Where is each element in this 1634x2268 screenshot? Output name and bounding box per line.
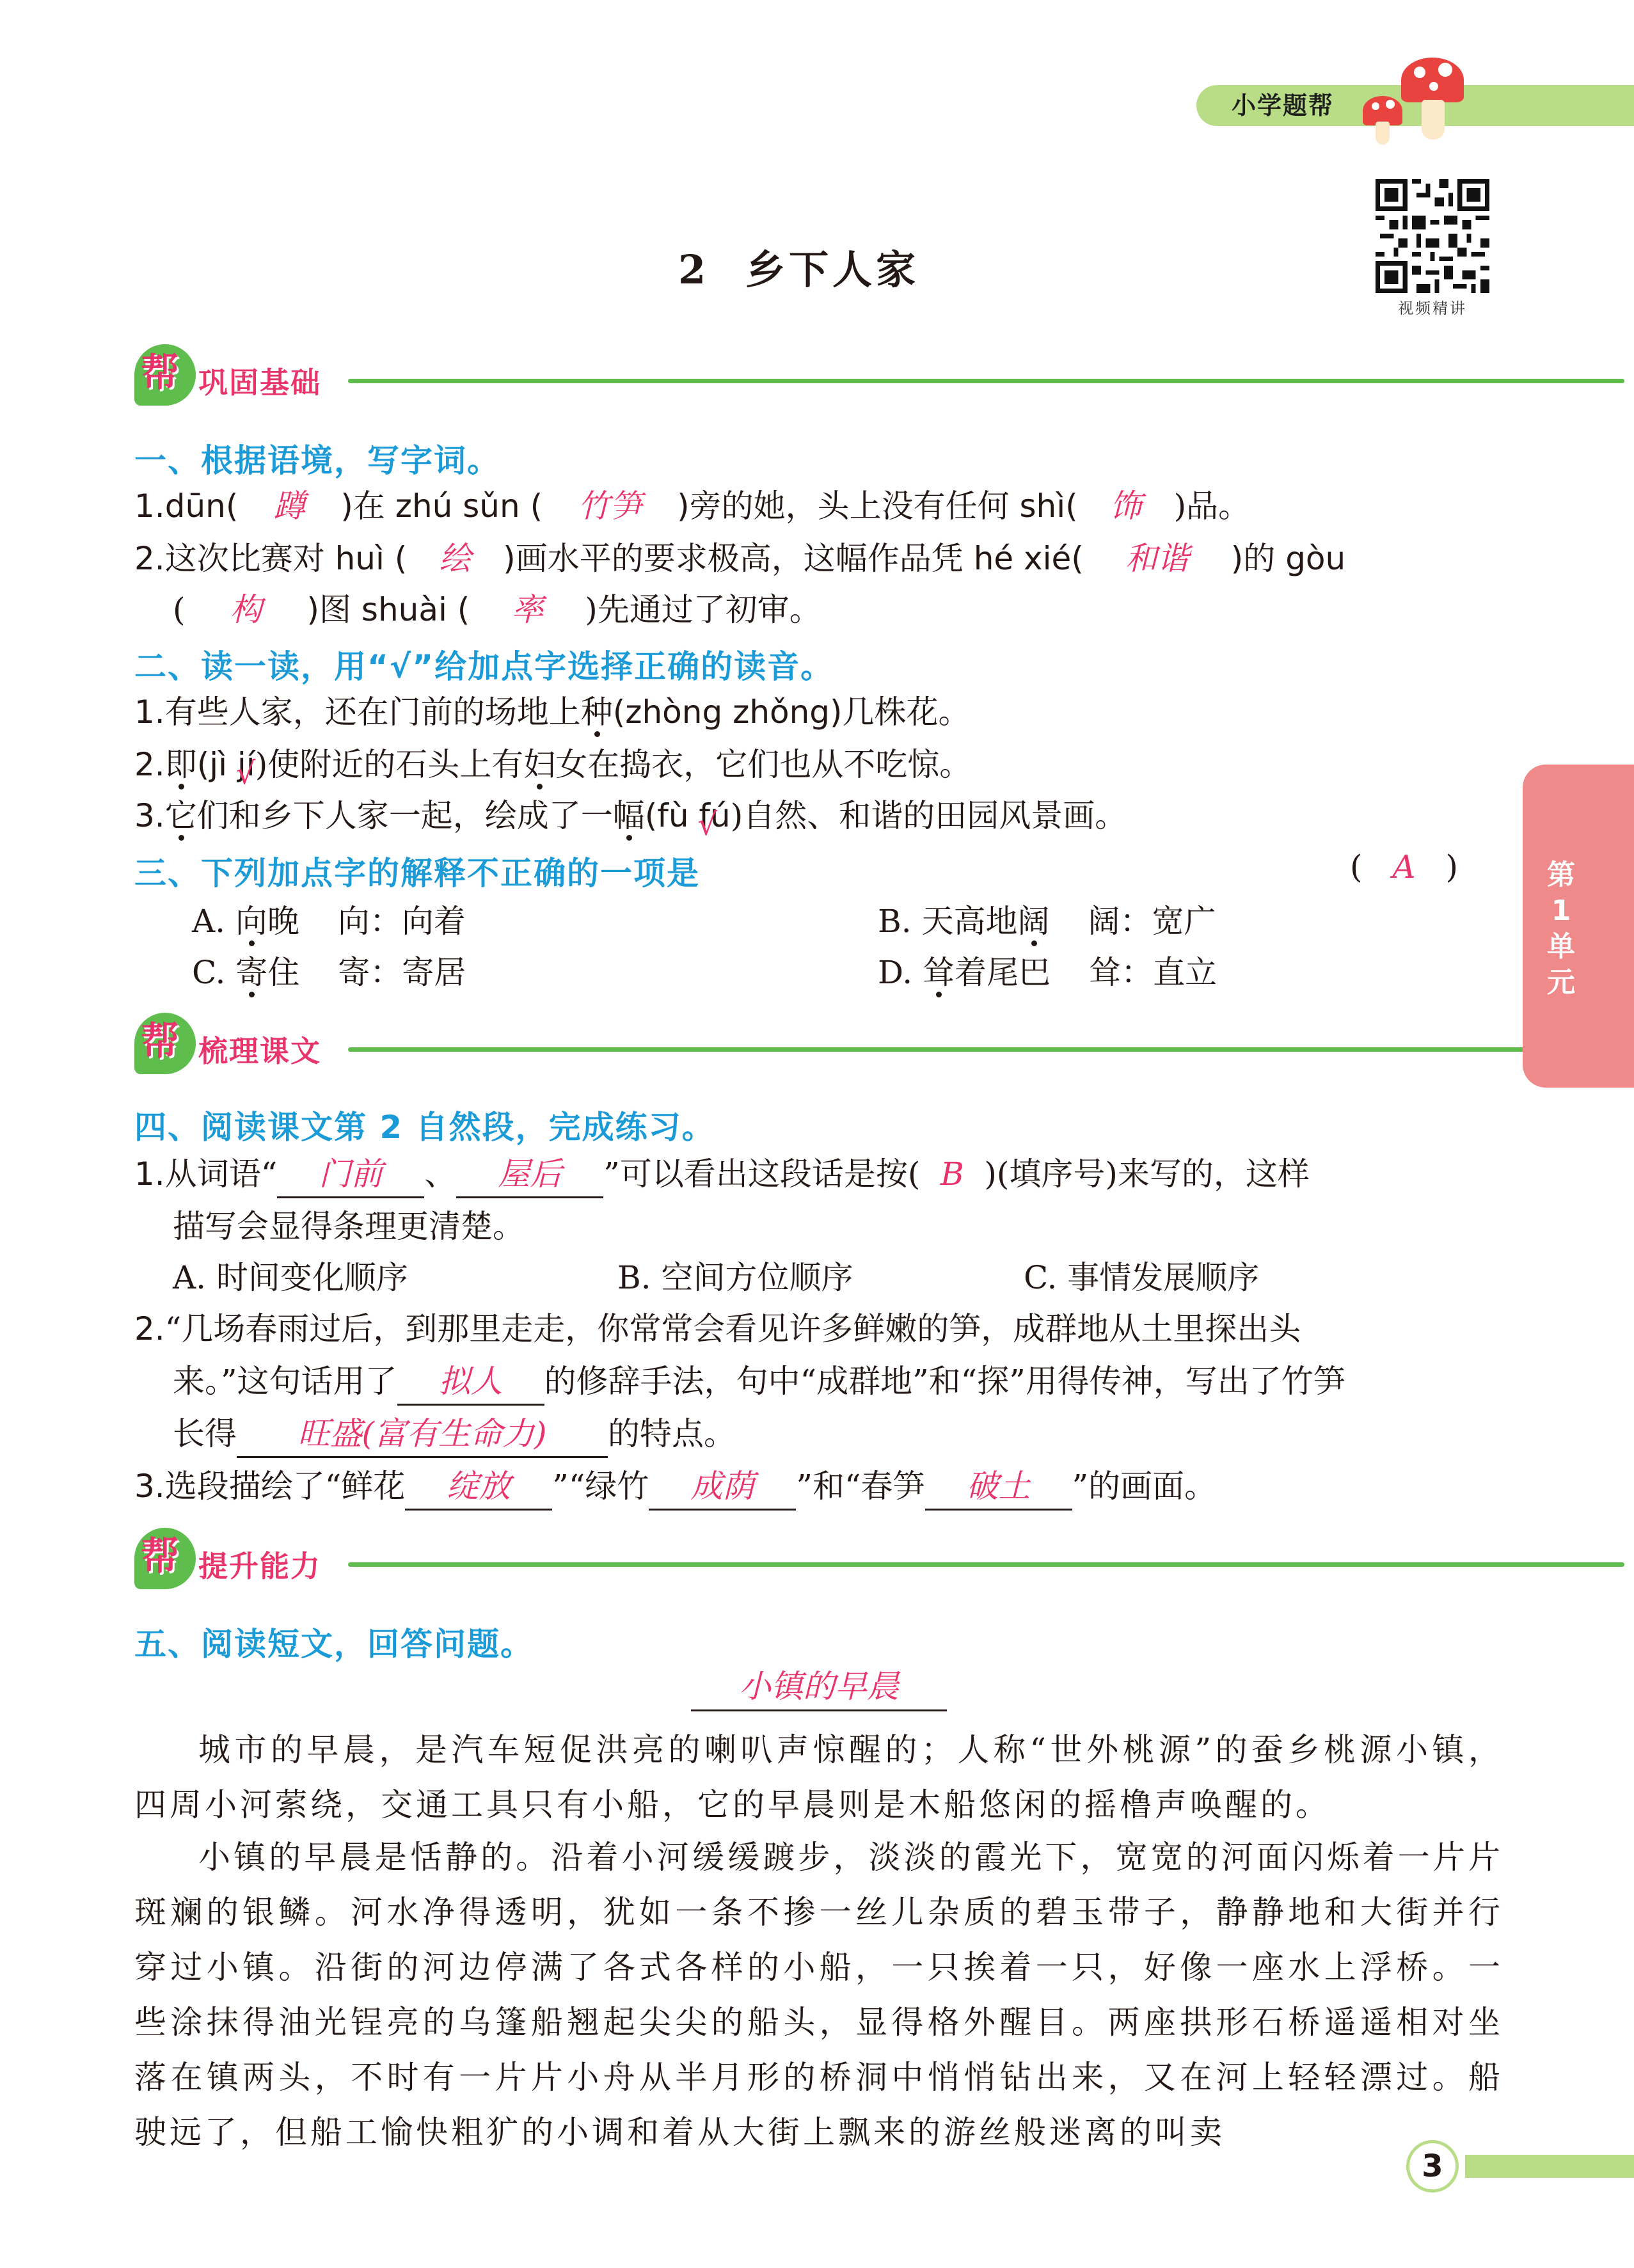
section-divider	[348, 379, 1624, 383]
dotted-char: 即	[164, 746, 197, 783]
qr-caption: 视频精讲	[1398, 299, 1467, 317]
answer-blank[interactable]: 和谐	[1125, 540, 1189, 577]
q2-line-1: 1.有些人家，还在门前的场地上种(zhòng zhǒng)几株花。	[134, 694, 971, 731]
q4-line-1: 1.从词语“ 门前 、 屋后 ”可以看出这段话是按( B )(填序号)来写的，这样	[134, 1152, 1310, 1198]
answer-blank[interactable]: 绽放	[405, 1464, 552, 1511]
story-paragraph-1: 城市的早晨，是汽车短促洪亮的喇叭声惊醒的；人称“世外桃源”的蚕乡桃源小镇，四周小河萦绕，交通工具只有小船，它的早晨则是木船悠闲的摇橹声唤醒的。	[134, 1731, 1503, 1823]
q1-line-1: 1.dūn( 蹲 )在 zhú sǔn ( 竹笋 )旁的她，头上没有任何 shì( 饰 )品。	[134, 484, 1250, 528]
answer-blank[interactable]: 拟人	[397, 1359, 544, 1406]
section-banner-review-text	[134, 1008, 1497, 1078]
story-title: 小镇的早晨	[691, 1663, 947, 1711]
dotted-char: 妇	[523, 746, 556, 783]
answer-blank[interactable]: 率	[511, 591, 544, 628]
answer-blank[interactable]: 竹笋	[578, 488, 642, 525]
answer-blank[interactable]: 蹲	[273, 488, 306, 525]
answer-blank[interactable]: 门前	[277, 1152, 424, 1198]
section-title: 梳理课文	[198, 1034, 321, 1068]
section-divider	[348, 1047, 1624, 1052]
answer-blank[interactable]: 屋后	[456, 1152, 603, 1198]
q4-option-a: A. 时间变化顺序	[173, 1259, 408, 1296]
page-number: 3	[1406, 2140, 1459, 2193]
answer-blank[interactable]: 绘	[439, 540, 472, 577]
dotted-char: 幅	[612, 797, 645, 834]
checked-reading[interactable]: √ fú	[699, 797, 730, 834]
q3-option-b: B. 天高地阔 阔：宽广	[878, 903, 1216, 940]
unit-tab-label: 第1单元	[1547, 859, 1575, 999]
answer-blank[interactable]: A	[1392, 848, 1416, 885]
question-4-heading: 四、阅读课文第 2 自然段，完成练习。	[134, 1109, 715, 1146]
answer-blank[interactable]: 成荫	[649, 1464, 796, 1511]
q4-line-3: 2.“几场春雨过后，到那里走走，你常常会看见许多鲜嫩的笋，成群地从土里探出头	[134, 1310, 1301, 1347]
answer-blank[interactable]: 破土	[925, 1464, 1072, 1511]
dotted-char: 种	[580, 694, 613, 731]
q3-option-d: D. 耸着尾巴 耸：直立	[878, 954, 1218, 991]
brand-label: 小学题帮	[1232, 91, 1335, 120]
story-paragraph-2: 小镇的早晨是恬静的。沿着小河缓缓踱步，淡淡的霞光下，宽宽的河面闪烁着一片片斑斓的银鳞。河水净得透明，犹如一条不掺一丝儿杂质的碧玉带子，静静地和大街并行穿过小镇。沿街的河边停满了各式各样的小船，一只挨着一只，好像一座水上浮桥。一些涂抹得油光锃亮的乌篷船翘起尖尖的船头，显得格外醒目。两座拱形石桥遥遥相对坐落在镇两头，不时有一片片小舟从半月形的桥洞中悄悄钻出来，又在河上轻轻漂过。船驶远了，但船工愉快粗犷的小调和着从大街上飘来的游丝般迷离的叫卖	[134, 1839, 1503, 2151]
question-3-heading: 三、下列加点字的解释不正确的一项是	[134, 855, 700, 892]
answer-blank[interactable]: 饰	[1109, 488, 1142, 525]
q4-option-c: C. 事情发展顺序	[1024, 1259, 1260, 1296]
lesson-title: 乡下人家	[745, 246, 920, 293]
checked-reading[interactable]: √ jí	[237, 746, 255, 783]
q4-line-4: 来。”这句话用了 拟人 的修辞手法，句中“成群地”和“探”用得传神，写出了竹笋	[173, 1359, 1345, 1406]
section-bang: 帮	[141, 351, 179, 395]
lesson-number: 2	[678, 246, 710, 293]
qr-code-icon[interactable]	[1376, 179, 1489, 293]
answer-blank[interactable]: 构	[230, 591, 262, 628]
q1-line-3: ( 构 )图 shuài ( 率 )先通过了初审。	[173, 587, 821, 632]
page-number-bar	[1465, 2155, 1634, 2178]
answer-blank[interactable]: B	[940, 1155, 964, 1193]
page-title	[678, 238, 919, 295]
q4-line-2: 描写会显得条理更清楚。	[173, 1208, 525, 1245]
section-bang: 帮	[141, 1019, 179, 1064]
question-1-heading: 一、根据语境，写字词。	[134, 442, 500, 479]
question-5-heading: 五、阅读短文，回答问题。	[134, 1626, 534, 1663]
q3-option-a: A. 向晚 向：向着	[192, 903, 466, 940]
q2-line-3: 3.它们和乡下人家一起，绘成了一幅(fù √ fú)自然、和谐的田园风景画。	[134, 793, 1127, 838]
q2-line-2: 2.即(jì √ jí)使附近的石头上有妇女在捣衣，它们也从不吃惊。	[134, 742, 971, 787]
q1-line-2: 2.这次比赛对 huì ( 绘 )画水平的要求极高，这幅作品凭 hé xié( 和谐 )的 gòu	[134, 536, 1345, 581]
section-bang: 帮	[141, 1534, 179, 1579]
dotted-char: 它	[164, 797, 197, 834]
q3-option-c: C. 寄住 寄：寄居	[192, 954, 466, 991]
q4-line-6: 3.选段描绘了“鲜花 绽放 ”“绿竹 成荫 ”和“春笋 破土 ”的画面。	[134, 1464, 1216, 1511]
section-banner-consolidate	[134, 339, 1497, 409]
mushroom-icon	[1363, 58, 1465, 147]
q3-answer-paren: ( A )	[1350, 845, 1458, 889]
q4-option-b: B. 空间方位顺序	[617, 1259, 853, 1296]
section-banner-improve	[134, 1523, 1497, 1593]
section-title: 提升能力	[198, 1549, 321, 1583]
question-2-heading: 二、读一读，用“√”给加点字选择正确的读音。	[134, 648, 834, 685]
section-divider	[348, 1562, 1624, 1567]
section-title: 巩固基础	[198, 365, 321, 400]
q4-line-5: 长得 旺盛(富有生命力) 的特点。	[173, 1411, 736, 1458]
answer-blank[interactable]: 旺盛(富有生命力)	[237, 1411, 608, 1458]
